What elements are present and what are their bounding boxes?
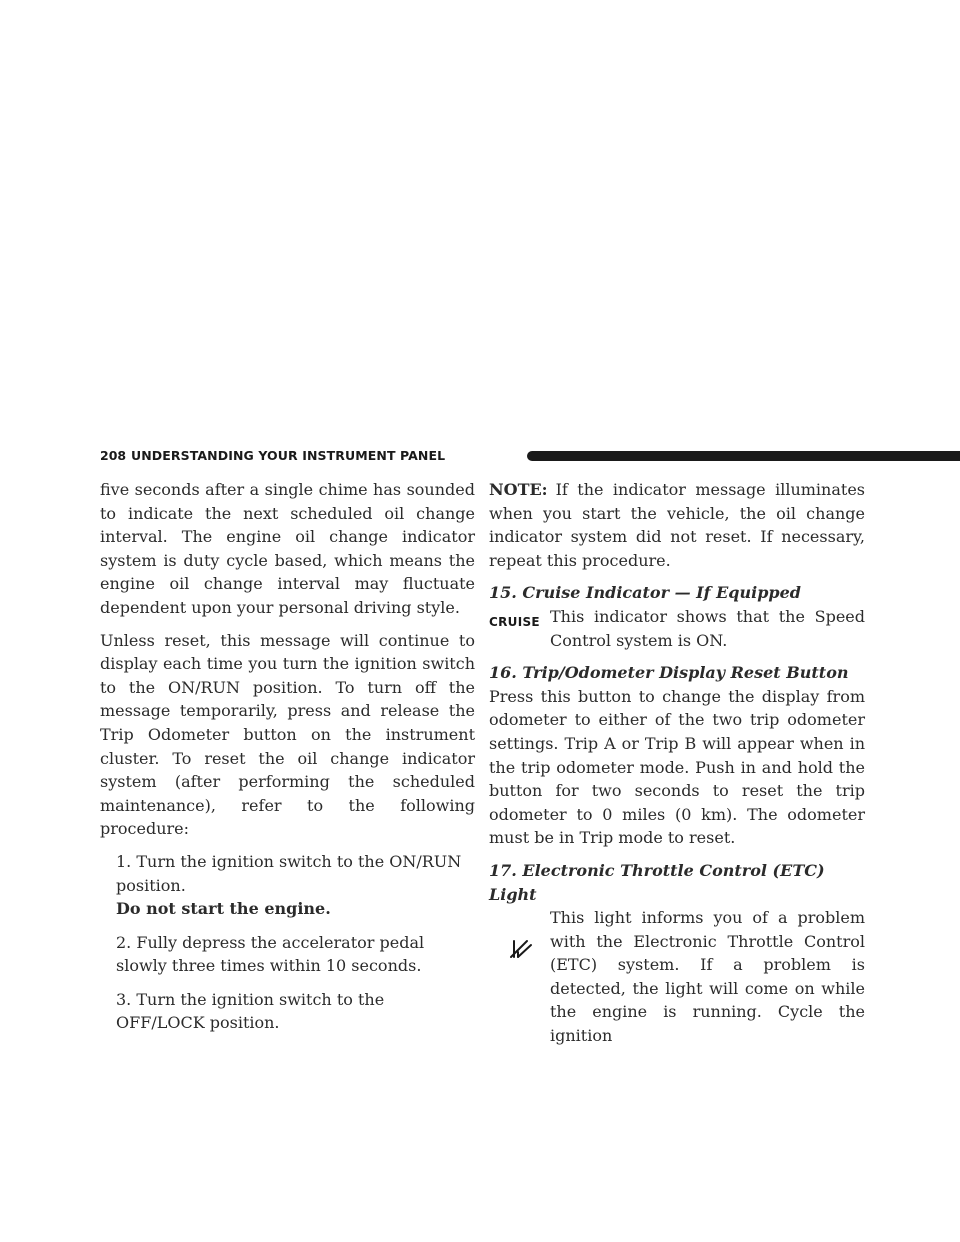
heading-cruise-indicator: 15. Cruise Indicator — If Equipped: [489, 583, 801, 603]
note-label: NOTE:: [489, 480, 548, 499]
header-rule-bar: [527, 451, 960, 461]
reset-paragraph: Unless reset, this message will continue to display each time you turn the ignition switch to the ON/RUN position. To turn off the message temporarily, press and release the Trip Odometer button on the instrument cluster. To reset the oil change indicator system (after performing the scheduled maintenance), refer to the following procedure:: [100, 630, 475, 839]
throttle-control-icon: [507, 938, 533, 960]
heading-trip-odometer: 16. Trip/Odometer Display Reset Button: [489, 663, 849, 683]
step-1-text: 1. Turn the ignition switch to the ON/RUN position.: [116, 851, 462, 895]
section-title: UNDERSTANDING YOUR INSTRUMENT PANEL: [131, 448, 446, 463]
cruise-indicator-block: [489, 605, 865, 652]
heading-etc-light: 17. Electronic Throttle Control (ETC) Light: [489, 860, 825, 904]
procedure-step-1: [116, 850, 475, 921]
procedure-step-3: 3. Turn the ignition switch to the OFF/LOCK position.: [116, 989, 385, 1033]
left-column: [100, 478, 475, 1045]
right-column: [489, 478, 865, 1048]
note-paragraph: [489, 478, 865, 572]
step-1-warning: Do not start the engine.: [116, 899, 331, 919]
cruise-description: This indicator shows that the Speed Control system is ON.: [550, 606, 865, 650]
etc-description: This light informs you of a problem with the Electronic Throttle Control (ETC) system. If a problem is detected, the light will come on while the engine is running. Cycle the ignition: [550, 908, 865, 1046]
trip-odometer-description: Press this button to change the display from odometer to either of the two trip odometer settings. Trip A or Trip B will appear when in the trip odometer mode. Push in and hold the button for two seconds to reset the trip odometer to 0 miles (0 km). The odometer must be in Trip mode to reset.: [489, 686, 865, 848]
etc-light-block: [489, 906, 865, 1048]
note-text: If the indicator message illuminates when you start the vehicle, the oil change indicator system did not reset. If necessary, repeat this procedure.: [489, 480, 865, 570]
oil-change-paragraph: five seconds after a single chime has sounded to indicate the next scheduled oil change interval. The engine oil change indicator system is duty cycle based, which means the engine oil change interval may fluctuate dependent upon your personal driving style.: [100, 480, 475, 617]
page-header: [100, 448, 864, 464]
procedure-step-2: 2. Fully depress the accelerator pedal slowly three times within 10 seconds.: [116, 932, 425, 976]
page-number: 208: [100, 448, 127, 463]
cruise-indicator-icon: CRUISE: [489, 614, 540, 629]
